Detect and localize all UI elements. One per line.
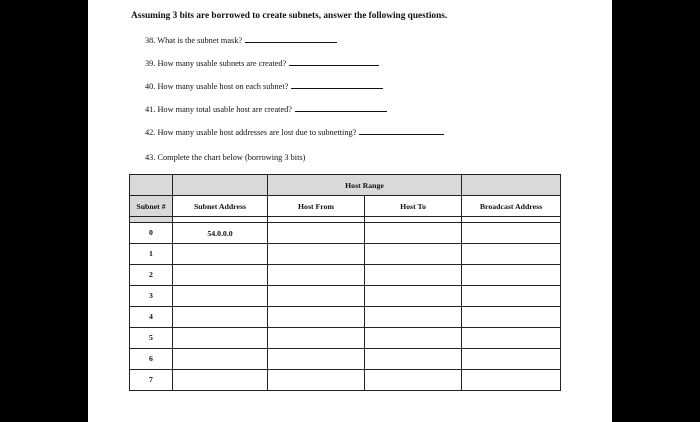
question-text: 41. How many total usable host are created? [145, 105, 292, 114]
answer-blank[interactable] [245, 41, 337, 43]
host-to-cell[interactable] [365, 265, 462, 286]
subnet-address-cell[interactable] [173, 265, 268, 286]
host-from-cell[interactable] [268, 307, 365, 328]
question-40 [145, 82, 383, 91]
table-row [130, 265, 561, 286]
question-42 [145, 128, 444, 137]
answer-blank[interactable] [291, 87, 383, 89]
table-row [130, 307, 561, 328]
host-from-cell[interactable] [268, 286, 365, 307]
host-from-cell[interactable] [268, 223, 365, 244]
subnet-number-cell: 4 [130, 307, 173, 328]
header-blank-cell [173, 175, 268, 196]
column-header-host-from: Host From [268, 196, 365, 217]
broadcast-cell[interactable] [462, 349, 561, 370]
subnet-number-cell: 2 [130, 265, 173, 286]
question-41 [145, 105, 387, 114]
host-from-cell[interactable] [268, 349, 365, 370]
host-to-cell[interactable] [365, 370, 462, 391]
question-38 [145, 36, 337, 45]
question-text: 38. What is the subnet mask? [145, 36, 243, 45]
host-from-cell[interactable] [268, 265, 365, 286]
subnet-number-cell: 6 [130, 349, 173, 370]
question-39 [145, 59, 379, 68]
chart-group-header-row [130, 175, 561, 196]
subnet-address-cell[interactable] [173, 370, 268, 391]
broadcast-cell[interactable] [462, 223, 561, 244]
column-header-subnet-address: Subnet Address [173, 196, 268, 217]
table-row [130, 223, 561, 244]
host-to-cell[interactable] [365, 223, 462, 244]
column-header-broadcast: Broadcast Address [462, 196, 561, 217]
subnet-address-cell[interactable] [173, 349, 268, 370]
table-row [130, 286, 561, 307]
header-blank-cell [130, 175, 173, 196]
answer-blank[interactable] [295, 110, 387, 112]
table-row [130, 328, 561, 349]
subnet-chart [129, 174, 561, 391]
answer-blank[interactable] [359, 133, 444, 135]
question-text: 43. Complete the chart below (borrowing 3 bits) [145, 153, 306, 162]
question-text: 39. How many usable subnets are created? [145, 59, 287, 68]
host-to-cell[interactable] [365, 286, 462, 307]
chart-column-header-row [130, 196, 561, 217]
host-to-cell[interactable] [365, 328, 462, 349]
subnet-number-cell: 1 [130, 244, 173, 265]
subnet-number-cell: 7 [130, 370, 173, 391]
worksheet-page [88, 0, 612, 422]
host-to-cell[interactable] [365, 307, 462, 328]
subnet-address-cell[interactable] [173, 328, 268, 349]
host-from-cell[interactable] [268, 370, 365, 391]
broadcast-cell[interactable] [462, 370, 561, 391]
host-range-header: Host Range [268, 175, 462, 196]
broadcast-cell[interactable] [462, 265, 561, 286]
question-text: 40. How many usable host on each subnet? [145, 82, 289, 91]
table-row [130, 244, 561, 265]
column-header-subnet: Subnet # [130, 196, 173, 217]
question-text: 42. How many usable host addresses are lost due to subnetting? [145, 128, 357, 137]
table-row [130, 370, 561, 391]
broadcast-cell[interactable] [462, 307, 561, 328]
host-from-cell[interactable] [268, 328, 365, 349]
column-header-host-to: Host To [365, 196, 462, 217]
subnet-address-cell[interactable] [173, 286, 268, 307]
table-row [130, 349, 561, 370]
broadcast-cell[interactable] [462, 244, 561, 265]
host-to-cell[interactable] [365, 349, 462, 370]
header-blank-cell [462, 175, 561, 196]
host-from-cell[interactable] [268, 244, 365, 265]
question-43 [145, 153, 305, 162]
subnet-number-cell: 5 [130, 328, 173, 349]
subnet-number-cell: 3 [130, 286, 173, 307]
broadcast-cell[interactable] [462, 286, 561, 307]
broadcast-cell[interactable] [462, 328, 561, 349]
host-to-cell[interactable] [365, 244, 462, 265]
subnet-address-cell[interactable] [173, 307, 268, 328]
subnet-address-cell[interactable]: 54.0.0.0 [173, 223, 268, 244]
subnet-number-cell: 0 [130, 223, 173, 244]
answer-blank[interactable] [289, 64, 379, 66]
subnet-address-cell[interactable] [173, 244, 268, 265]
worksheet-heading: Assuming 3 bits are borrowed to create subnets, answer the following questions. [131, 11, 448, 21]
